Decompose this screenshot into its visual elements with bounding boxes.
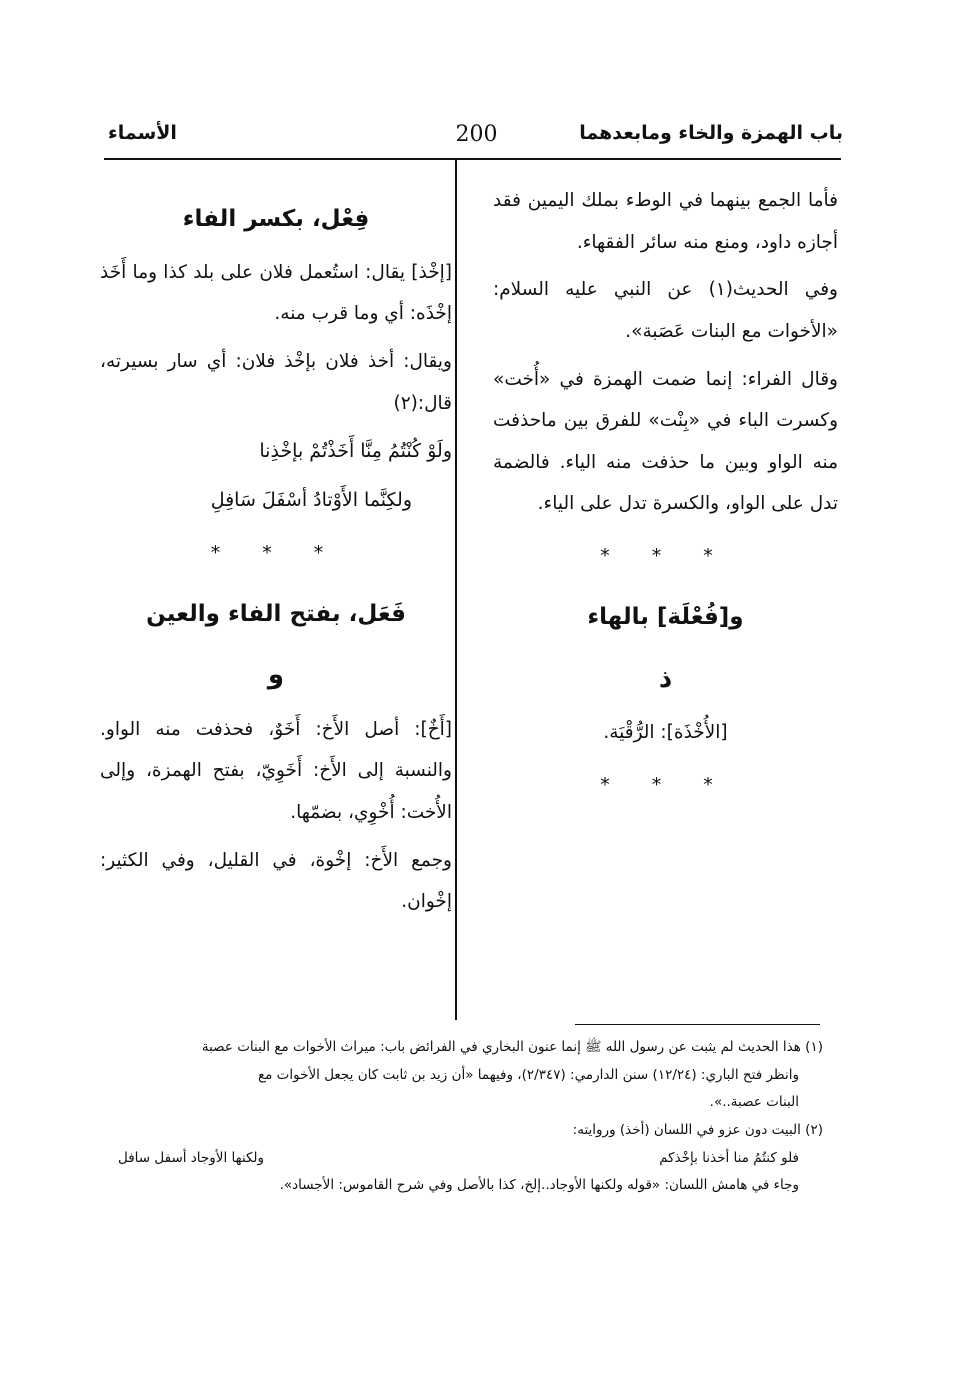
running-head-chapter: باب الهمزة والخاء ومابعدهما [579, 122, 843, 144]
footnote-verse-first-half: فلو كنتُمُ منا أخذنا بإخْذكم [659, 1149, 799, 1166]
footnotes [118, 1034, 823, 1200]
verse-line: ولَوْ كُنْتُمُ مِنَّا أَخَذْتُمْ بإخْذِنا [259, 440, 452, 463]
paragraph: وجمع الأَخ: إخْوة، في القليل، وفي الكثير: إخْوان. [100, 849, 452, 913]
section-heading: فَعَل، بفتح الفاء والعين [146, 600, 406, 627]
letter-heading: و [267, 660, 285, 691]
letter-heading: ذ [658, 663, 673, 694]
footnote-rule [575, 1024, 820, 1025]
section-separator: * * * [600, 545, 731, 567]
section-separator: * * * [600, 773, 731, 796]
paragraph: فأما الجمع بينهما في الوطء بملك اليمين فقد أجازه داود، ومنع منه سائر الفقهاء. [493, 190, 838, 253]
page-number: 200 [455, 122, 498, 147]
footnote-line: البنات عصبة..». [709, 1094, 799, 1111]
dictionary-entry: [إخْذ] يقال: استُعمل فلان على بلد كذا وما أَخَذ إخْذَه: أي وما قرب منه. [100, 261, 452, 325]
section-heading: و[فُعْلَة] بالهاء [587, 603, 744, 630]
running-head-section: الأسماء [108, 122, 177, 144]
footnote-line: (١) هذا الحديث لم يثبت عن رسول الله ﷺ إنما عنون البخاري في الفرائض باب: ميراث الأخوات مع البنات عصبة [201, 1039, 823, 1055]
column-divider [455, 160, 457, 1020]
dictionary-entry: [الأُخْذَة]: الرُّقْيَة. [603, 722, 728, 743]
footnote-verse [118, 1145, 823, 1173]
dictionary-entry: [أَخٌ]: أصل الأَخ: أَخَوٌ، فحذفت منه الواو. والنسبة إلى الأَخ: أَخَوِيّ، بفتح الهمزة، وإلى الأُخت: أُخْوِي، بضمّها. [100, 718, 452, 823]
paragraph: وقال الفراء: إنما ضمت الهمزة في «أُخت» وكسرت الباء في «بِنْت» للفرق بين ماحذفت منه الواو وبين ما حذفت منه الياء. فالضمة تدل على الواو، والكسرة تدل على الياء. [493, 368, 838, 515]
paragraph: ويقال: أخذ فلان بإخْذ فلان: أي سار بسيرته، قال:(٢) [100, 351, 452, 414]
paragraph: وفي الحديث(١) عن النبي عليه السلام: «الأخوات مع البنات عَصَبة». [493, 279, 838, 342]
section-heading: فِعْل، بكسر الفاء [182, 206, 370, 232]
verse-line: ولكِنَّما الأَوْتادُ أسْفَلَ سَافِلِ [210, 489, 412, 511]
footnote-line: وجاء في هامش اللسان: «قوله ولكنها الأوجاد..إلخ، كذا بالأصل وفي شرح القاموس: الأجساد». [279, 1177, 799, 1194]
footnote-verse-second-half: ولكنها الأوجاد أسفل سافل [118, 1149, 265, 1166]
left-column [100, 180, 452, 929]
section-separator: * * * [210, 541, 342, 564]
right-column [493, 180, 838, 816]
footnote-line: وانظر فتح الباري: (١٢/٢٤) سنن الدارمي: (٢/٣٤٧)، وفيهما «أن زيد بن ثابت كان يجعل الأخوات مع [257, 1066, 799, 1083]
header-rule [104, 158, 841, 160]
footnote-line: (٢) البيت دون عزو في اللسان (أخذ) وروايته: [572, 1122, 823, 1139]
